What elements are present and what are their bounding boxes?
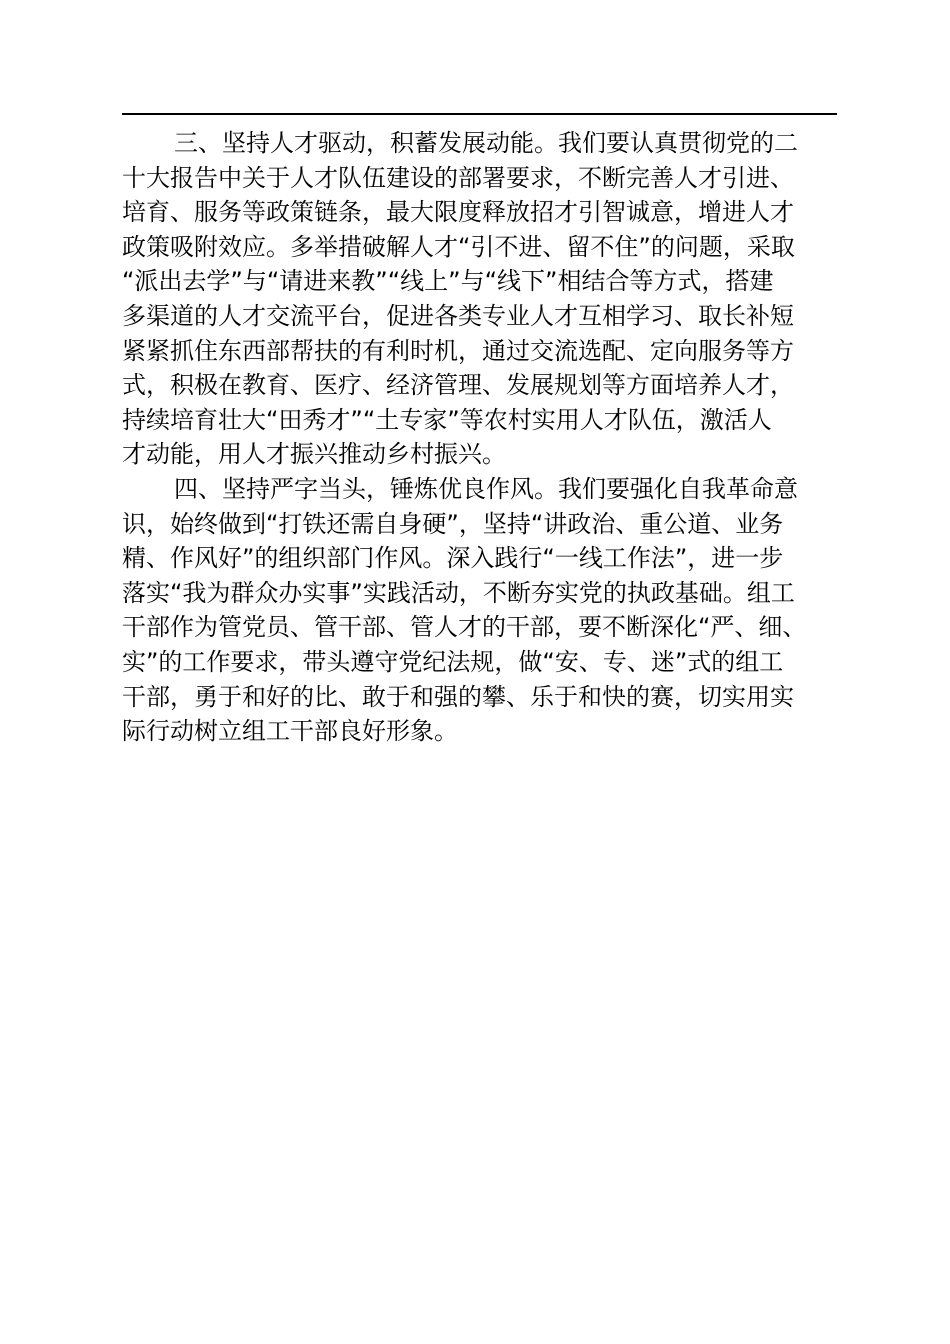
header-rule — [122, 113, 837, 115]
text-line: “派出去学”与“请进来教”“线上”与“线下”相结合等方式，搭建 — [122, 267, 774, 296]
paragraph-section-three — [122, 126, 840, 472]
text-line: 持续培育壮大“田秀才”“土专家”等农村实用人才队伍，激活人 — [122, 405, 772, 434]
document-body — [122, 126, 840, 749]
text-line: 落实“我为群众办实事”实践活动，不断夯实党的执政基础。组工 — [122, 578, 795, 607]
text-line: 四、坚持严字当头，锤炼优良作风。我们要强化自我革命意 — [174, 474, 798, 503]
text-line: 紧紧抓住东西部帮扶的有利时机，通过交流选配、定向服务等方 — [122, 336, 794, 365]
text-line: 式，积极在教育、医疗、经济管理、发展规划等方面培养人才， — [122, 371, 794, 400]
text-line: 干部作为管党员、管干部、管人才的干部，要不断深化“严、细、 — [122, 613, 807, 642]
text-line: 三、坚持人才驱动，积蓄发展动能。我们要认真贯彻党的二 — [174, 129, 798, 157]
text-line: 识，始终做到“打铁还需自身硬”，坚持“讲政治、重公道、业务 — [122, 509, 784, 538]
paragraph-section-four — [122, 472, 840, 749]
text-line: 培育、服务等政策链条，最大限度释放招才引智诚意，增进人才 — [122, 198, 794, 227]
text-line: 才动能，用人才振兴推动乡村振兴。 — [122, 440, 506, 469]
text-line: 十大报告中关于人才队伍建设的部署要求，不断完善人才引进、 — [122, 163, 794, 192]
text-line: 干部，勇于和好的比、敢于和强的攀、乐于和快的赛，切实用实 — [122, 682, 794, 711]
text-line: 际行动树立组工干部良好形象。 — [122, 717, 458, 746]
text-line: 政策吸附效应。多举措破解人才“引不进、留不住”的问题，采取 — [122, 232, 795, 261]
text-line: 多渠道的人才交流平台，促进各类专业人才互相学习、取长补短 — [122, 301, 794, 330]
text-line: 精、作风好”的组织部门作风。深入践行“一线工作法”，进一步 — [122, 544, 784, 573]
text-line: 实”的工作要求，带头遵守党纪法规，做“安、专、迷”式的组工 — [122, 647, 784, 676]
